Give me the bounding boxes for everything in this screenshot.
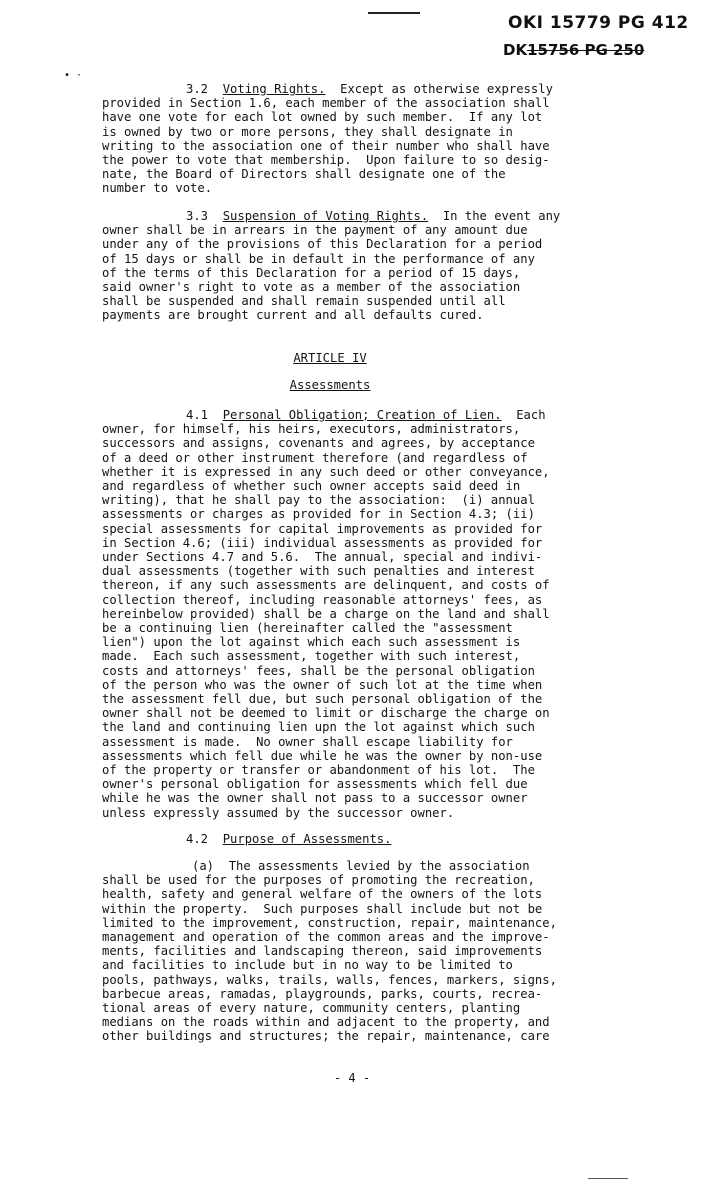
text-line: barbecue areas, ramadas, playgrounds, parks, courts, recrea- [102, 986, 543, 1001]
section-heading: Suspension of Voting Rights. [222, 209, 429, 223]
section-number: 4.1 [186, 408, 209, 422]
section-3-3 [102, 209, 622, 323]
text-line: the assessment fell due, but such personal obligation of the [102, 692, 543, 707]
text-line: and regardless of whether such owner accepts said deed in [102, 479, 521, 494]
margin-specks: • · [64, 70, 83, 81]
text-line: of the person who was the owner of such lot at the time when [102, 677, 543, 692]
text-line: collection thereof, including reasonable attorneys' fees, as [102, 592, 543, 607]
text-line: within the property. Such purposes shall include but not be [102, 901, 543, 916]
text-line: In the event any [442, 209, 561, 223]
section-number: 4.2 [186, 832, 209, 846]
text-line: unless expressly assumed by the successor owner. [102, 805, 455, 820]
text-line: lien") upon the lot against which each such assessment is [102, 635, 521, 650]
section-3-2 [102, 82, 622, 196]
text-line: be a continuing lien (hereinafter called the "assessment [102, 621, 513, 636]
text-line: shall be used for the purposes of promoting the recreation, [102, 873, 535, 888]
text-line: other buildings and structures; the repair, maintenance, care [102, 1029, 550, 1044]
article-subtitle: Assessments [289, 378, 371, 392]
text-line: under Sections 4.7 and 5.6. The annual, special and indivi- [102, 550, 543, 565]
text-line: The assessments levied by the association [228, 859, 530, 873]
text-line: management and operation of the common areas and the improve- [102, 930, 550, 945]
text-line: special assessments for capital improvements as provided for [102, 521, 543, 536]
text-line: in Section 4.6; (iii) individual assessments as provided for [102, 535, 543, 550]
text-line: nate, the Board of Directors shall designate one of the [102, 167, 506, 182]
section-heading: Personal Obligation; Creation of Lien. [222, 408, 502, 422]
text-line: writing), that he shall pay to the association: (i) annual [102, 493, 535, 508]
stamp-struck-reference: 15756 PG 250 [527, 41, 645, 59]
text-line: assessments or charges as provided for in Section 4.3; (ii) [102, 507, 535, 522]
text-line: have one vote for each lot owned by such member. If any lot [102, 110, 543, 125]
text-line: whether it is expressed in any such deed or other conveyance, [102, 464, 550, 479]
section-number: 3.3 [186, 209, 209, 223]
section-heading: Voting Rights. [222, 82, 326, 96]
section-4-2-heading [102, 832, 622, 846]
text-line: successors and assigns, covenants and agrees, by acceptance [102, 436, 535, 451]
text-line: assessments which fell due while he was the owner by non-use [102, 748, 543, 763]
text-line: costs and attorneys' fees, shall be the personal obligation [102, 663, 535, 678]
page-number: - 4 - [333, 1071, 371, 1085]
recording-stamp-superseded [503, 41, 644, 59]
text-line: said owner's right to vote as a member of the association [102, 280, 521, 295]
text-line: shall be suspended and shall remain suspended until all [102, 294, 506, 309]
text-line: made. Each such assessment, together with such interest, [102, 649, 521, 664]
article-title: ARTICLE IV [293, 351, 367, 365]
text-line: number to vote. [102, 181, 213, 196]
text-line: under any of the provisions of this Declaration for a period [102, 237, 543, 252]
subsection-label: (a) [192, 859, 215, 873]
text-line: is owned by two or more persons, they shall designate in [102, 124, 513, 139]
text-line: health, safety and general welfare of the owners of the lots [102, 887, 543, 902]
header-rule [368, 12, 420, 14]
section-heading: Purpose of Assessments. [222, 832, 392, 846]
text-line: while he was the owner shall not pass to a successor owner [102, 791, 528, 806]
text-line: pools, pathways, walks, trails, walls, fences, markers, signs, [102, 972, 557, 987]
text-line: owner, for himself, his heirs, executors, administrators, [102, 422, 521, 437]
stamp-prefix: DK [503, 41, 528, 59]
section-number: 3.2 [186, 82, 209, 96]
text-line: and facilities to include but in no way to be limited to [102, 958, 513, 973]
scan-mark [588, 1178, 628, 1179]
text-line: writing to the association one of their number who shall have [102, 138, 550, 153]
text-line: of the property or transfer or abandonment of his lot. The [102, 763, 535, 778]
text-line: ments, facilities and landscaping thereon, said improvements [102, 944, 543, 959]
text-line: owner shall be in arrears in the payment of any amount due [102, 223, 528, 238]
text-line: tional areas of every nature, community centers, planting [102, 1001, 521, 1016]
text-line: Each [516, 408, 546, 422]
text-line: limited to the improvement, construction, repair, maintenance, [102, 915, 557, 930]
text-line: the land and continuing lien upn the lot against which such [102, 720, 535, 735]
text-line: thereon, if any such assessments are delinquent, and costs of [102, 578, 550, 593]
text-line: payments are brought current and all defaults cured. [102, 308, 484, 323]
text-line: medians on the roads within and adjacent to the property, and [102, 1015, 550, 1030]
text-line: owner's personal obligation for assessments which fell due [102, 777, 528, 792]
section-4-1 [102, 408, 622, 820]
text-line: of a deed or other instrument therefore (and regardless of [102, 450, 528, 465]
recording-stamp-current: OKI 15779 PG 412 [508, 13, 689, 33]
text-line: dual assessments (together with such penalties and interest [102, 564, 535, 579]
text-line: assessment is made. No owner shall escape liability for [102, 734, 513, 749]
text-line: the power to vote that membership. Upon failure to so desig- [102, 153, 550, 168]
text-line: owner shall not be deemed to limit or discharge the charge on [102, 706, 550, 721]
section-4-2-a [102, 859, 622, 1044]
text-line: of the terms of this Declaration for a period of 15 days, [102, 265, 521, 280]
text-line: of 15 days or shall be in default in the performance of any [102, 251, 535, 266]
text-line: provided in Section 1.6, each member of the association shall [102, 96, 550, 111]
text-line: Except as otherwise expressly [340, 82, 553, 96]
text-line: hereinbelow provided) shall be a charge on the land and shall [102, 606, 550, 621]
